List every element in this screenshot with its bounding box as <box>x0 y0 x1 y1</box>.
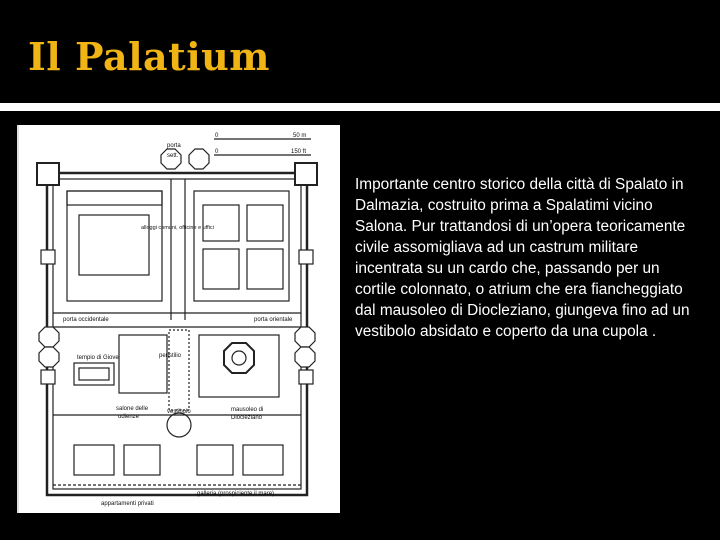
label-mausoleo-2: Diocleziano <box>231 415 263 421</box>
block-ne-room-2 <box>247 205 283 241</box>
tower-w2 <box>41 370 55 384</box>
label-tempio: tempio di Giove <box>77 355 119 361</box>
mausoleum-dome <box>232 351 246 365</box>
block-ne <box>194 191 289 301</box>
tower-e2 <box>299 370 313 384</box>
tower-nw <box>37 163 59 185</box>
temple-jupiter <box>74 363 114 385</box>
block-nw <box>67 191 162 301</box>
tower-north-gate-2 <box>189 149 209 169</box>
label-porta-nord-2: sett. <box>167 153 179 159</box>
tower-west-gate-2 <box>39 347 59 367</box>
tower-east-gate-2 <box>295 347 315 367</box>
peristyle-colonnade <box>169 330 189 410</box>
temple-cella <box>79 368 109 380</box>
audience-hall <box>74 445 114 475</box>
tower-north-gate-1 <box>161 149 181 169</box>
label-porta-nord-1: porta <box>167 143 181 149</box>
south-room-3 <box>243 445 283 475</box>
slide-body-text: Importante centro storico della città di Spalato in Dalmazia, costruito prima a Spalatimi vicino Salona. Pur trattandosi di un’opera teoricamente civile assomigliava ad un castrum militare incentrata su un cardo che, passando per un cortile colonnato, o atrium che era fiancheggiato dal mausoleo di Diocleziano, giungeva fino ad un vestibolo absidato e coperto da una cupola . <box>355 176 690 340</box>
title-divider <box>0 103 720 111</box>
label-peristilio: peristilio <box>159 353 182 359</box>
block-nw-court <box>79 215 149 275</box>
tower-e1 <box>299 250 313 264</box>
label-salone-2: udienze <box>118 414 140 420</box>
label-mausoleo-1: mausoleo di <box>231 407 264 413</box>
label-porta-orientale: porta orientale <box>254 317 293 323</box>
tower-west-gate-1 <box>39 327 59 347</box>
label-appartamenti: appartamenti privati <box>101 501 154 507</box>
mausoleum-precinct <box>199 335 279 397</box>
floor-plan-drawing <box>19 125 342 513</box>
scale-bottom-label: 150 ft <box>291 149 307 155</box>
scale-zero-bottom: 0 <box>215 149 219 155</box>
block-ne-room-3 <box>203 249 239 289</box>
label-vestibolo: vestibolo <box>167 409 191 415</box>
block-nw-row <box>67 191 162 205</box>
tower-w1 <box>41 250 55 264</box>
tower-ne <box>295 163 317 185</box>
vestibule-dome <box>167 413 191 437</box>
block-ne-room-1 <box>203 205 239 241</box>
scale-top-label: 50 m <box>293 133 307 139</box>
tower-east-gate-1 <box>295 327 315 347</box>
title-divider-gap <box>0 111 720 113</box>
scale-zero-top: 0 <box>215 133 219 139</box>
temple-precinct <box>119 335 167 393</box>
palace-floor-plan <box>17 125 340 513</box>
label-salone-1: salone delle <box>116 406 149 412</box>
label-galleria: galleria (prospiciente il mare) <box>197 491 275 497</box>
mausoleum-octagon <box>224 343 254 373</box>
south-room-2 <box>197 445 233 475</box>
label-alloggi: alloggi comuni, officine e uffici <box>141 225 214 231</box>
outer-wall <box>47 173 307 495</box>
label-porta-occidentale: porta occidentale <box>63 317 109 323</box>
south-room-1 <box>124 445 160 475</box>
slide-title: Il Palatium <box>28 34 270 79</box>
block-ne-room-4 <box>247 249 283 289</box>
